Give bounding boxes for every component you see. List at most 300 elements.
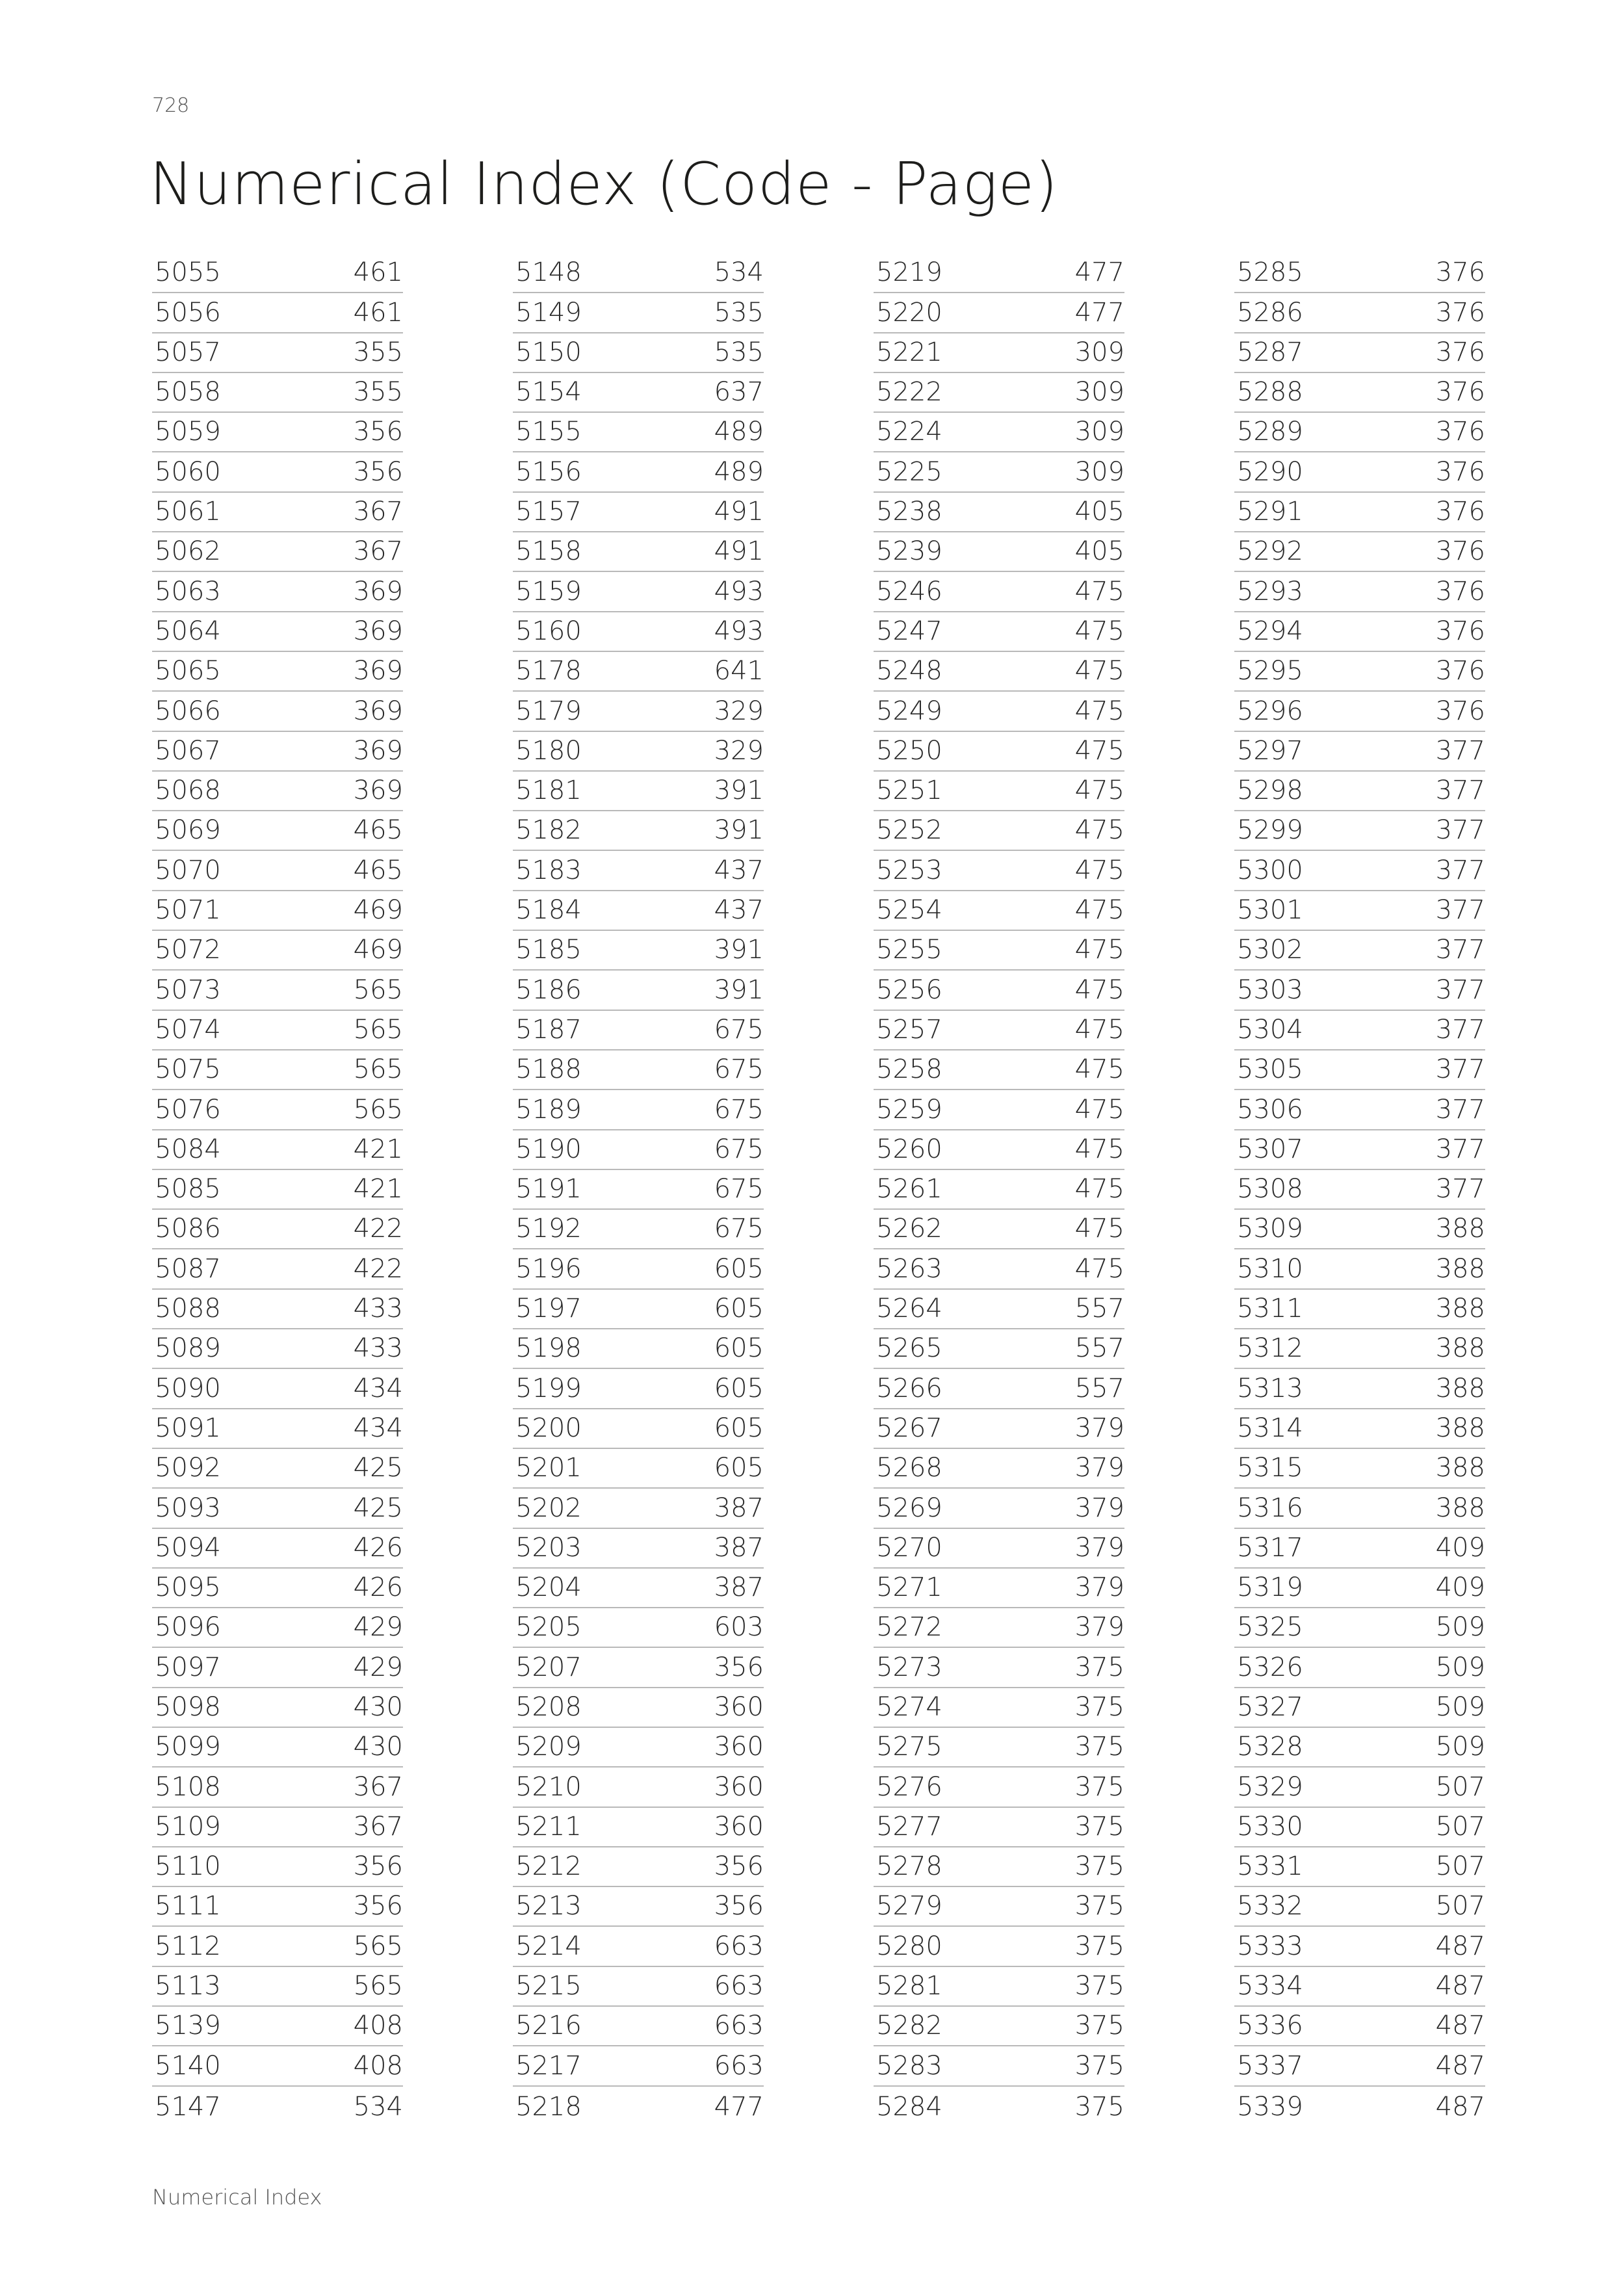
entry-page: 565 — [353, 974, 403, 1005]
entry-page: 489 — [714, 456, 764, 487]
index-column-4 — [1234, 254, 1485, 2126]
entry-page: 377 — [1435, 935, 1485, 965]
entry-code: 5093 — [155, 1493, 221, 1523]
entry-code: 5213 — [515, 1891, 582, 1922]
entry-page: 379 — [1074, 1493, 1124, 1523]
entry-code: 5058 — [155, 377, 221, 408]
index-entry — [513, 1967, 764, 2007]
entry-page: 426 — [353, 1572, 403, 1603]
index-entry — [152, 413, 403, 452]
entry-page: 675 — [714, 1094, 764, 1125]
entry-page: 376 — [1435, 576, 1485, 607]
entry-code: 5069 — [155, 815, 221, 846]
entry-code: 5112 — [155, 1931, 221, 1961]
index-entry — [1234, 931, 1485, 971]
entry-page: 376 — [1435, 257, 1485, 288]
index-entry — [874, 1967, 1124, 2007]
entry-page: 675 — [714, 1174, 764, 1205]
index-entry — [874, 1249, 1124, 1289]
index-entry — [152, 891, 403, 931]
entry-code: 5280 — [876, 1931, 942, 1961]
entry-code: 5108 — [155, 1771, 221, 1802]
entry-page: 437 — [714, 895, 764, 926]
entry-page: 379 — [1074, 1453, 1124, 1483]
entry-code: 5110 — [155, 1851, 221, 1882]
entry-code: 5091 — [155, 1413, 221, 1443]
entry-code: 5085 — [155, 1174, 221, 1205]
entry-code: 5248 — [876, 656, 942, 686]
entry-page: 405 — [1074, 536, 1124, 567]
entry-page: 356 — [353, 456, 403, 487]
entry-page: 355 — [353, 377, 403, 408]
index-entry — [874, 1808, 1124, 1847]
entry-page: 487 — [1435, 1931, 1485, 1961]
index-entry — [874, 1728, 1124, 1768]
entry-code: 5270 — [876, 1532, 942, 1563]
index-entry — [152, 692, 403, 731]
entry-page: 388 — [1435, 1253, 1485, 1284]
entry-code: 5201 — [515, 1453, 582, 1483]
index-entry — [1234, 413, 1485, 452]
entry-code: 5219 — [876, 257, 942, 288]
index-entry — [1234, 1847, 1485, 1887]
entry-page: 509 — [1435, 1612, 1485, 1643]
entry-code: 5147 — [155, 2091, 221, 2122]
entry-page: 475 — [1074, 696, 1124, 726]
index-entry — [874, 1290, 1124, 1329]
entry-code: 5302 — [1237, 935, 1303, 965]
index-entry — [152, 612, 403, 652]
entry-code: 5252 — [876, 815, 942, 846]
entry-code: 5330 — [1237, 1811, 1303, 1842]
index-entry — [874, 1329, 1124, 1369]
index-entry — [152, 1648, 403, 1688]
entry-code: 5225 — [876, 456, 942, 487]
index-entry — [874, 413, 1124, 452]
entry-page: 376 — [1435, 497, 1485, 527]
entry-page: 469 — [353, 935, 403, 965]
entry-code: 5261 — [876, 1174, 942, 1205]
entry-page: 605 — [714, 1373, 764, 1403]
index-entry — [1234, 1290, 1485, 1329]
entry-code: 5325 — [1237, 1612, 1303, 1643]
entry-code: 5311 — [1237, 1294, 1303, 1324]
index-entry — [152, 1369, 403, 1409]
entry-page: 422 — [353, 1253, 403, 1284]
index-entry — [152, 1130, 403, 1170]
index-entry — [874, 1688, 1124, 1728]
entry-code: 5238 — [876, 497, 942, 527]
index-entry — [152, 1050, 403, 1090]
entry-page: 409 — [1435, 1572, 1485, 1603]
entry-code: 5095 — [155, 1572, 221, 1603]
entry-page: 603 — [714, 1612, 764, 1643]
entry-code: 5312 — [1237, 1333, 1303, 1364]
index-entry — [513, 811, 764, 851]
entry-code: 5205 — [515, 1612, 582, 1643]
index-entry — [152, 851, 403, 891]
index-entry — [513, 1369, 764, 1409]
index-entry — [874, 452, 1124, 492]
entry-code: 5294 — [1237, 616, 1303, 646]
entry-code: 5328 — [1237, 1732, 1303, 1762]
entry-code: 5313 — [1237, 1373, 1303, 1403]
entry-code: 5179 — [515, 696, 582, 726]
index-column-3 — [874, 254, 1124, 2126]
index-entry — [1234, 1210, 1485, 1249]
entry-code: 5055 — [155, 257, 221, 288]
index-entry — [874, 333, 1124, 373]
index-entry — [152, 572, 403, 612]
entry-page: 379 — [1074, 1612, 1124, 1643]
entry-page: 369 — [353, 576, 403, 607]
entry-code: 5260 — [876, 1134, 942, 1164]
index-entry — [513, 1688, 764, 1728]
index-entry — [1234, 2007, 1485, 2046]
index-entry — [1234, 652, 1485, 692]
entry-code: 5277 — [876, 1811, 942, 1842]
entry-page: 367 — [353, 1811, 403, 1842]
entry-code: 5264 — [876, 1294, 942, 1324]
entry-page: 475 — [1074, 1134, 1124, 1164]
entry-page: 475 — [1074, 895, 1124, 926]
entry-page: 475 — [1074, 576, 1124, 607]
index-entry — [1234, 293, 1485, 333]
entry-page: 375 — [1074, 1971, 1124, 2002]
index-entry — [513, 452, 764, 492]
entry-code: 5305 — [1237, 1054, 1303, 1085]
entry-code: 5094 — [155, 1532, 221, 1563]
entry-code: 5056 — [155, 297, 221, 328]
index-entry — [874, 891, 1124, 931]
index-entry — [513, 1847, 764, 1887]
entry-page: 475 — [1074, 1214, 1124, 1244]
entry-code: 5258 — [876, 1054, 942, 1085]
entry-page: 487 — [1435, 2050, 1485, 2081]
entry-page: 425 — [353, 1453, 403, 1483]
index-entry — [513, 1290, 764, 1329]
entry-page: 375 — [1074, 1851, 1124, 1882]
entry-page: 507 — [1435, 1851, 1485, 1882]
index-entry — [874, 732, 1124, 772]
entry-code: 5278 — [876, 1851, 942, 1882]
index-entry — [874, 1449, 1124, 1489]
entry-code: 5254 — [876, 895, 942, 926]
entry-code: 5203 — [515, 1532, 582, 1563]
entry-page: 388 — [1435, 1214, 1485, 1244]
index-entry — [513, 1768, 764, 1807]
entry-code: 5314 — [1237, 1413, 1303, 1443]
index-entry — [874, 1768, 1124, 1807]
entry-code: 5092 — [155, 1453, 221, 1483]
index-column-1 — [152, 254, 403, 2126]
index-entry — [513, 1608, 764, 1648]
index-entry — [874, 293, 1124, 333]
entry-page: 421 — [353, 1134, 403, 1164]
entry-code: 5297 — [1237, 735, 1303, 766]
index-entry — [513, 1170, 764, 1210]
index-entry — [513, 1249, 764, 1289]
index-entry — [152, 1249, 403, 1289]
index-entry — [152, 1170, 403, 1210]
entry-code: 5067 — [155, 735, 221, 766]
entry-page: 369 — [353, 735, 403, 766]
entry-code: 5139 — [155, 2011, 221, 2041]
entry-code: 5265 — [876, 1333, 942, 1364]
entry-page: 475 — [1074, 935, 1124, 965]
index-entry — [1234, 851, 1485, 891]
entry-page: 387 — [714, 1532, 764, 1563]
entry-code: 5319 — [1237, 1572, 1303, 1603]
entry-page: 355 — [353, 337, 403, 367]
index-entry — [874, 851, 1124, 891]
entry-code: 5190 — [515, 1134, 582, 1164]
index-entry — [1234, 452, 1485, 492]
entry-page: 430 — [353, 1732, 403, 1762]
index-entry — [1234, 891, 1485, 931]
entry-page: 465 — [353, 855, 403, 885]
entry-code: 5282 — [876, 2011, 942, 2041]
entry-code: 5140 — [155, 2050, 221, 2081]
entry-page: 434 — [353, 1373, 403, 1403]
entry-code: 5284 — [876, 2091, 942, 2122]
entry-page: 509 — [1435, 1691, 1485, 1722]
entry-page: 663 — [714, 2050, 764, 2081]
entry-code: 5337 — [1237, 2050, 1303, 2081]
entry-page: 356 — [714, 1891, 764, 1922]
entry-page: 356 — [353, 1891, 403, 1922]
index-entry — [874, 493, 1124, 532]
entry-code: 5333 — [1237, 1931, 1303, 1961]
index-entry — [1234, 1569, 1485, 1608]
index-entry — [1234, 1489, 1485, 1528]
entry-page: 309 — [1074, 417, 1124, 447]
entry-page: 376 — [1435, 337, 1485, 367]
entry-page: 557 — [1074, 1333, 1124, 1364]
entry-code: 5268 — [876, 1453, 942, 1483]
entry-code: 5185 — [515, 935, 582, 965]
entry-page: 375 — [1074, 2011, 1124, 2041]
index-entry — [513, 891, 764, 931]
entry-page: 565 — [353, 1931, 403, 1961]
entry-page: 367 — [353, 497, 403, 527]
index-entry — [152, 532, 403, 572]
index-entry — [152, 1011, 403, 1050]
index-columns — [152, 254, 1486, 2127]
entry-code: 5207 — [515, 1652, 582, 1682]
entry-code: 5281 — [876, 1971, 942, 2002]
entry-code: 5306 — [1237, 1094, 1303, 1125]
entry-code: 5096 — [155, 1612, 221, 1643]
entry-code: 5109 — [155, 1811, 221, 1842]
entry-page: 535 — [714, 337, 764, 367]
entry-code: 5251 — [876, 776, 942, 806]
index-entry — [513, 493, 764, 532]
entry-page: 663 — [714, 2011, 764, 2041]
index-entry — [874, 1847, 1124, 1887]
page-number: 728 — [152, 94, 190, 117]
index-entry — [152, 293, 403, 333]
entry-page: 477 — [714, 2091, 764, 2122]
entry-code: 5073 — [155, 974, 221, 1005]
index-entry — [1234, 732, 1485, 772]
index-entry — [152, 1808, 403, 1847]
entry-page: 475 — [1074, 815, 1124, 846]
entry-page: 487 — [1435, 1971, 1485, 2002]
entry-code: 5215 — [515, 1971, 582, 2002]
index-entry — [513, 532, 764, 572]
index-entry — [152, 1847, 403, 1887]
entry-code: 5221 — [876, 337, 942, 367]
entry-page: 375 — [1074, 1691, 1124, 1722]
entry-code: 5199 — [515, 1373, 582, 1403]
entry-code: 5276 — [876, 1771, 942, 1802]
entry-code: 5208 — [515, 1691, 582, 1722]
entry-page: 388 — [1435, 1294, 1485, 1324]
entry-code: 5210 — [515, 1771, 582, 1802]
index-entry — [1234, 2087, 1485, 2126]
index-entry — [1234, 692, 1485, 731]
entry-code: 5113 — [155, 1971, 221, 2002]
entry-code: 5072 — [155, 935, 221, 965]
entry-page: 309 — [1074, 377, 1124, 408]
entry-page: 663 — [714, 1931, 764, 1961]
entry-code: 5062 — [155, 536, 221, 567]
entry-code: 5259 — [876, 1094, 942, 1125]
index-entry — [874, 254, 1124, 293]
entry-code: 5071 — [155, 895, 221, 926]
index-entry — [152, 931, 403, 971]
entry-page: 429 — [353, 1652, 403, 1682]
index-entry — [513, 293, 764, 333]
index-entry — [1234, 971, 1485, 1010]
entry-code: 5253 — [876, 855, 942, 885]
entry-page: 461 — [353, 297, 403, 328]
entry-page: 376 — [1435, 417, 1485, 447]
entry-code: 5250 — [876, 735, 942, 766]
entry-page: 377 — [1435, 1134, 1485, 1164]
entry-page: 356 — [353, 417, 403, 447]
index-entry — [513, 732, 764, 772]
entry-code: 5288 — [1237, 377, 1303, 408]
entry-page: 535 — [714, 297, 764, 328]
entry-page: 433 — [353, 1333, 403, 1364]
entry-page: 421 — [353, 1174, 403, 1205]
entry-code: 5262 — [876, 1214, 942, 1244]
entry-code: 5156 — [515, 456, 582, 487]
entry-page: 489 — [714, 417, 764, 447]
entry-code: 5220 — [876, 297, 942, 328]
entry-code: 5155 — [515, 417, 582, 447]
entry-code: 5200 — [515, 1413, 582, 1443]
entry-page: 475 — [1074, 855, 1124, 885]
entry-page: 375 — [1074, 1931, 1124, 1961]
entry-page: 375 — [1074, 1891, 1124, 1922]
entry-code: 5087 — [155, 1253, 221, 1284]
entry-page: 377 — [1435, 1054, 1485, 1085]
index-entry — [513, 254, 764, 293]
entry-code: 5098 — [155, 1691, 221, 1722]
index-entry — [1234, 333, 1485, 373]
index-entry — [513, 772, 764, 811]
entry-page: 475 — [1074, 974, 1124, 1005]
entry-page: 377 — [1435, 776, 1485, 806]
entry-code: 5263 — [876, 1253, 942, 1284]
entry-page: 475 — [1074, 1054, 1124, 1085]
entry-page: 376 — [1435, 696, 1485, 726]
entry-page: 369 — [353, 776, 403, 806]
index-entry — [1234, 572, 1485, 612]
entry-page: 367 — [353, 536, 403, 567]
index-entry — [874, 1489, 1124, 1528]
entry-code: 5299 — [1237, 815, 1303, 846]
entry-page: 391 — [714, 935, 764, 965]
index-entry — [1234, 1688, 1485, 1728]
entry-page: 391 — [714, 974, 764, 1005]
entry-code: 5307 — [1237, 1134, 1303, 1164]
entry-page: 437 — [714, 855, 764, 885]
entry-code: 5303 — [1237, 974, 1303, 1005]
entry-page: 557 — [1074, 1373, 1124, 1403]
entry-page: 375 — [1074, 1811, 1124, 1842]
entry-code: 5183 — [515, 855, 582, 885]
index-entry — [513, 333, 764, 373]
index-entry — [152, 1489, 403, 1528]
entry-code: 5159 — [515, 576, 582, 607]
index-entry — [874, 2046, 1124, 2086]
entry-code: 5178 — [515, 656, 582, 686]
entry-code: 5289 — [1237, 417, 1303, 447]
entry-page: 388 — [1435, 1373, 1485, 1403]
entry-code: 5181 — [515, 776, 582, 806]
page-title: Numerical Index (Code - Page) — [149, 150, 1059, 218]
entry-page: 675 — [714, 1214, 764, 1244]
entry-page: 534 — [353, 2091, 403, 2122]
entry-code: 5257 — [876, 1014, 942, 1045]
index-entry — [513, 1808, 764, 1847]
entry-code: 5292 — [1237, 536, 1303, 567]
entry-code: 5296 — [1237, 696, 1303, 726]
entry-page: 477 — [1074, 297, 1124, 328]
index-entry — [513, 1648, 764, 1688]
index-entry — [1234, 373, 1485, 413]
entry-page: 534 — [714, 257, 764, 288]
entry-code: 5192 — [515, 1214, 582, 1244]
index-entry — [1234, 1011, 1485, 1050]
entry-code: 5310 — [1237, 1253, 1303, 1284]
entry-page: 375 — [1074, 1771, 1124, 1802]
entry-page: 405 — [1074, 497, 1124, 527]
entry-page: 388 — [1435, 1453, 1485, 1483]
entry-page: 429 — [353, 1612, 403, 1643]
index-entry — [152, 2087, 403, 2126]
index-entry — [1234, 1887, 1485, 1927]
index-entry — [513, 931, 764, 971]
index-entry — [152, 333, 403, 373]
index-entry — [152, 1529, 403, 1569]
entry-page: 475 — [1074, 776, 1124, 806]
entry-code: 5196 — [515, 1253, 582, 1284]
index-entry — [513, 572, 764, 612]
entry-code: 5111 — [155, 1891, 221, 1922]
entry-page: 422 — [353, 1214, 403, 1244]
index-entry — [1234, 1329, 1485, 1369]
entry-page: 379 — [1074, 1413, 1124, 1443]
index-entry — [513, 652, 764, 692]
index-entry — [874, 772, 1124, 811]
entry-page: 565 — [353, 1014, 403, 1045]
entry-code: 5068 — [155, 776, 221, 806]
